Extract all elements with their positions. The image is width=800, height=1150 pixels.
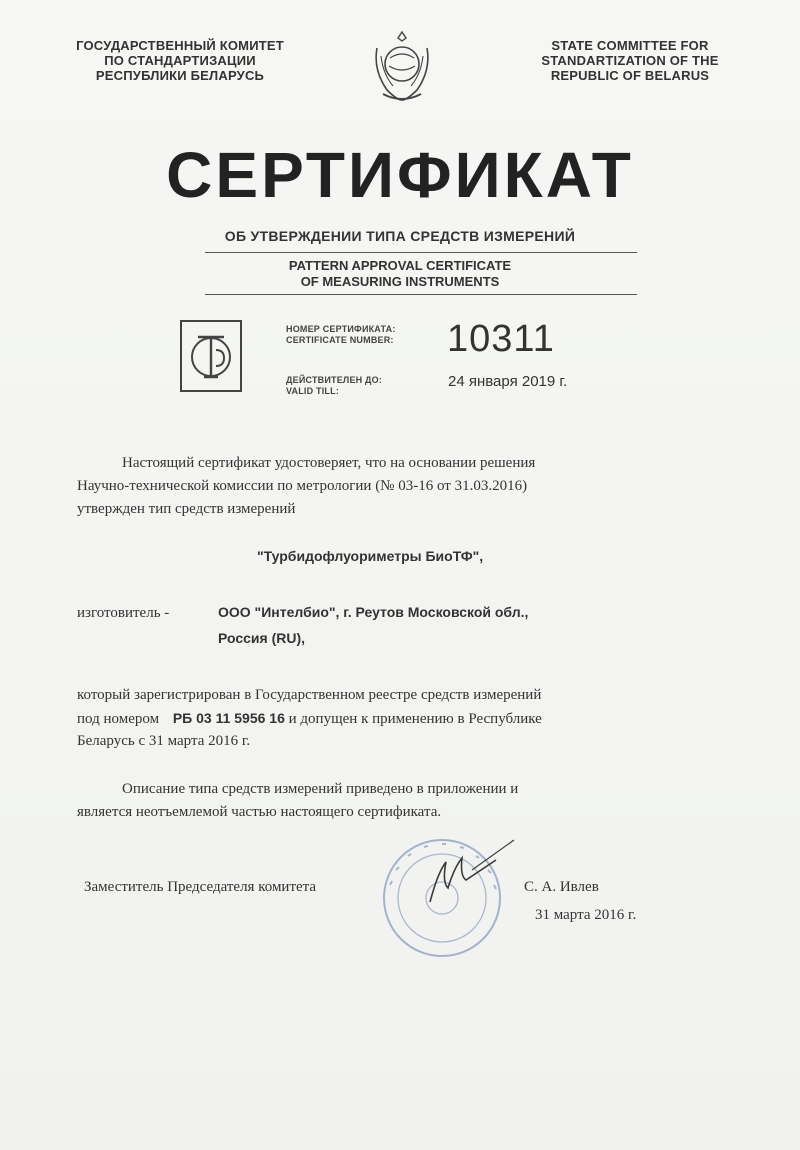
valid-till-date: 24 января 2019 г. xyxy=(448,373,568,390)
valid-label-ru: ДЕЙСТВИТЕЛЕН ДО: xyxy=(286,375,383,385)
header-right-line: STANDARTIZATION OF THE xyxy=(541,53,719,68)
subtitle-en xyxy=(0,258,800,290)
paragraph-line: Описание типа средств измерений приведено в приложении и xyxy=(122,781,519,797)
instrument-name: "Турбидофлуориметры БиоТФ", xyxy=(257,548,484,564)
subtitle-ru: ОБ УТВЕРЖДЕНИИ ТИПА СРЕДСТВ ИЗМЕРЕНИЙ xyxy=(224,228,576,244)
paragraph-line: Научно-технической комиссии по метрологии (№ 03-16 от 31.03.2016) xyxy=(77,478,528,494)
certificate-number-label xyxy=(286,324,396,346)
subtitle-divider xyxy=(205,252,637,253)
paragraph-line xyxy=(77,707,542,731)
header-left-line: ГОСУДАРСТВЕННЫЙ КОМИТЕТ xyxy=(76,38,284,53)
header-right xyxy=(510,38,750,83)
registry-number: РБ 03 11 5956 16 xyxy=(172,710,285,726)
subtitle-en-line: OF MEASURING INSTRUMENTS xyxy=(300,274,500,289)
valid-till-label xyxy=(286,375,382,397)
signature-date: 31 марта 2016 г. xyxy=(535,907,637,923)
paragraph-line: является неотъемлемой частью настоящего сертификата. xyxy=(77,804,442,820)
standardization-mark-icon xyxy=(180,320,242,392)
document-title: СЕРТИФИКАТ xyxy=(166,139,634,211)
paragraph-line: утвержден тип средств измерений xyxy=(77,501,296,517)
certificate-number: 10311 xyxy=(447,318,555,360)
manufacturer-line: ООО "Интелбио", г. Реутов Московской обл., xyxy=(218,604,529,620)
paragraph-line: Беларусь с 31 марта 2016 г. xyxy=(77,733,251,749)
header-left-line: ПО СТАНДАРТИЗАЦИИ xyxy=(104,53,256,68)
registry-prefix: под номером xyxy=(77,711,160,727)
valid-label-en: VALID TILL: xyxy=(286,386,340,396)
subtitle-divider xyxy=(205,294,637,295)
paragraph-line: Настоящий сертификат удостоверяет, что на основании решения xyxy=(122,455,536,471)
paragraph-line: который зарегистрирован в Государственном реестре средств измерений xyxy=(77,687,542,703)
signatory-position: Заместитель Председателя комитета xyxy=(84,879,317,895)
signatory-name: С. А. Ивлев xyxy=(524,879,599,895)
number-label-en: CERTIFICATE NUMBER: xyxy=(286,335,394,345)
number-label-ru: НОМЕР СЕРТИФИКАТА: xyxy=(286,324,396,334)
header-right-line: REPUBLIC OF BELARUS xyxy=(550,68,710,83)
belarus-coat-of-arms-icon xyxy=(369,28,435,104)
header-left-line: РЕСПУБЛИКИ БЕЛАРУСЬ xyxy=(95,68,265,83)
subtitle-en-line: PATTERN APPROVAL CERTIFICATE xyxy=(288,258,512,273)
registry-suffix: и допущен к применению в Республике xyxy=(288,711,542,727)
manufacturer-label: изготовитель - xyxy=(77,605,170,621)
header-left xyxy=(60,38,300,83)
header-right-line: STATE COMMITTEE FOR xyxy=(551,38,709,53)
official-seal-and-signature xyxy=(372,830,522,970)
manufacturer-line: Россия (RU), xyxy=(218,630,306,646)
